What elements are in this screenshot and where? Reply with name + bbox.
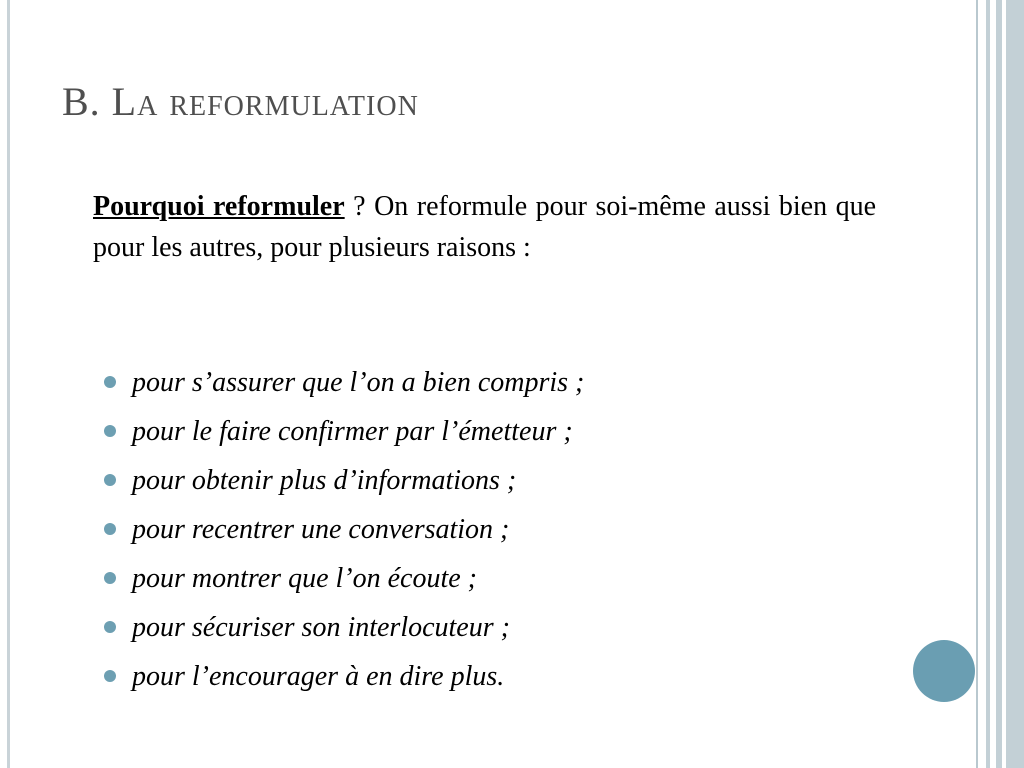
bullet-list <box>100 358 584 701</box>
decorative-circle-icon <box>913 640 975 702</box>
list-item <box>100 652 584 701</box>
bullet-dot-icon <box>104 474 116 486</box>
bullet-dot-icon <box>104 425 116 437</box>
list-item-text: pour obtenir plus d’informations ; <box>132 465 517 496</box>
slide-title: B. La reformulation <box>62 79 419 124</box>
list-item <box>100 407 584 456</box>
list-item <box>100 505 584 554</box>
list-item-text: pour s’assurer que l’on a bien compris ; <box>132 367 585 398</box>
list-item-text: pour montrer que l’on écoute ; <box>132 563 477 594</box>
list-item-text: pour recentrer une conversation ; <box>132 514 510 545</box>
list-item-text: pour sécuriser son interlocuteur ; <box>132 612 510 643</box>
right-striped-border <box>976 0 1024 768</box>
list-item <box>100 358 584 407</box>
list-item <box>100 554 584 603</box>
border-stripe <box>978 0 986 768</box>
list-item <box>100 603 584 652</box>
bullet-dot-icon <box>104 621 116 633</box>
list-item <box>100 456 584 505</box>
intro-paragraph <box>93 186 876 268</box>
bullet-dot-icon <box>104 376 116 388</box>
intro-lead: Pourquoi reformuler <box>93 191 345 222</box>
bullet-dot-icon <box>104 670 116 682</box>
border-stripe <box>1006 0 1024 768</box>
left-border-line <box>7 0 10 768</box>
bullet-dot-icon <box>104 572 116 584</box>
list-item-text: pour l’encourager à en dire plus. <box>132 661 505 692</box>
list-item-text: pour le faire confirmer par l’émetteur ; <box>132 416 573 447</box>
intro-text: ? On reformule pour soi-même aussi bien que pour les autres, pour plusieurs raisons : <box>93 191 876 263</box>
bullet-dot-icon <box>104 523 116 535</box>
